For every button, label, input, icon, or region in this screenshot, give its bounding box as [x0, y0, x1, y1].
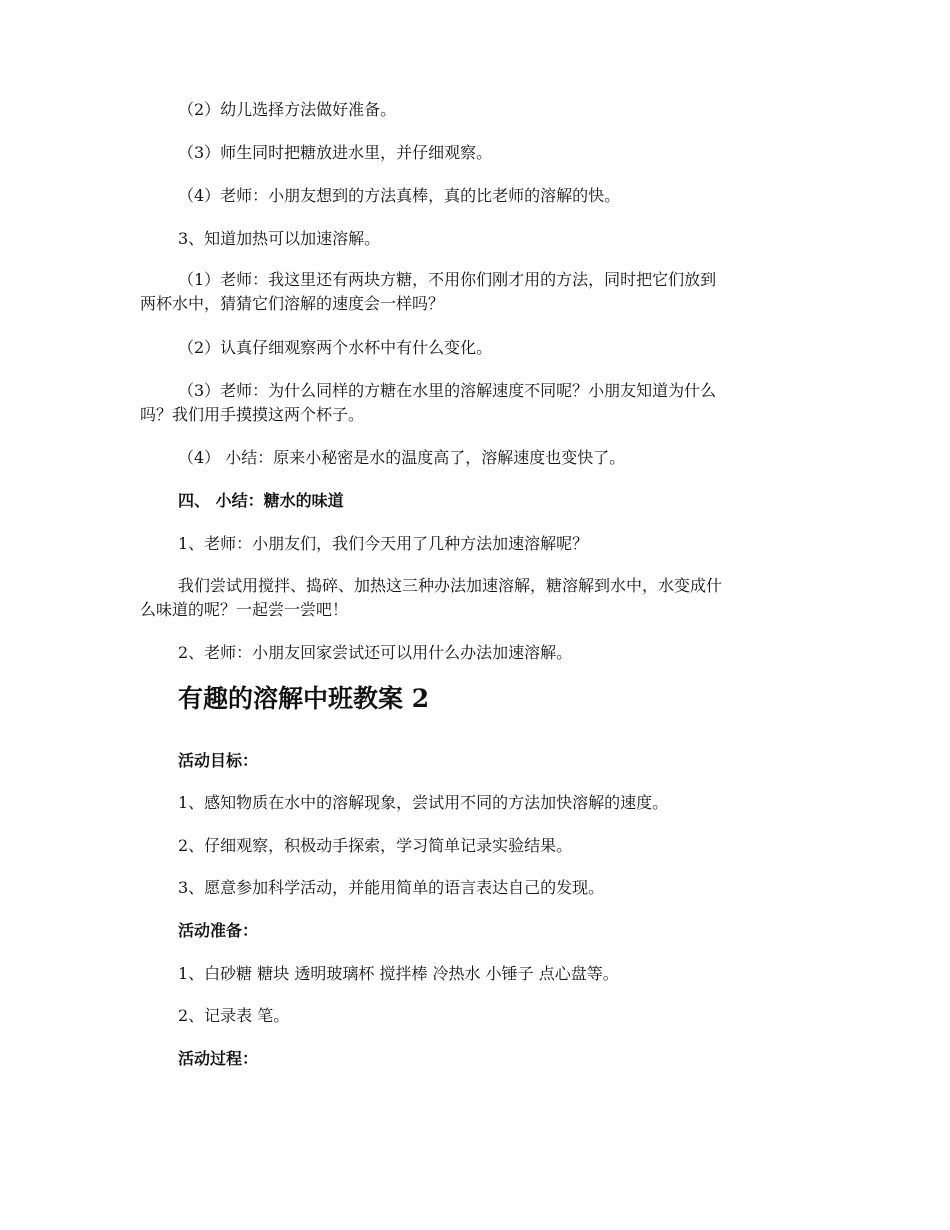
prep-item-1: 1、白砂糖 糖块 透明玻璃杯 搅拌棒 冷热水 小锤子 点心盘等。: [178, 964, 619, 983]
paragraph-heat-1-line1: （1）老师：我这里还有两块方糖，不用你们刚才用的方法，同时把它们放到: [178, 270, 717, 289]
section-heading-summary: 四、 小结：糖水的味道: [178, 491, 344, 510]
paragraph-step-3: （3）师生同时把糖放进水里，并仔细观察。: [178, 143, 493, 162]
prep-item-2: 2、记录表 笔。: [178, 1006, 290, 1025]
goal-item-3: 3、愿意参加科学活动，并能用简单的语言表达自己的发现。: [178, 878, 605, 897]
process-heading: 活动过程：: [178, 1049, 259, 1068]
paragraph-step-4: （4）老师：小朋友想到的方法真棒，真的比老师的溶解的快。: [178, 186, 621, 205]
paragraph-heat-1-line2: 两杯水中，猜猜它们溶解的速度会一样吗？: [140, 294, 445, 313]
paragraph-heat-3-line2: 吗？我们用手摸摸这两个杯子。: [140, 405, 365, 424]
paragraph-summary-text-line2: 么味道的呢？一起尝一尝吧！: [140, 600, 349, 619]
goal-item-1: 1、感知物质在水中的溶解现象，尝试用不同的方法加快溶解的速度。: [178, 793, 669, 812]
paragraph-summary-text-line1: 我们尝试用搅拌、捣碎、加热这三种办法加速溶解，糖溶解到水中，水变成什: [178, 576, 723, 595]
paragraph-step-2: （2）幼儿选择方法做好准备。: [178, 100, 397, 119]
goal-item-2: 2、仔细观察，积极动手探索，学习简单记录实验结果。: [178, 836, 573, 855]
paragraph-summary-1: 1、老师：小朋友们，我们今天用了几种方法加速溶解呢？: [178, 534, 589, 553]
paragraph-summary-2: 2、老师：小朋友回家尝试还可以用什么办法加速溶解。: [178, 643, 573, 662]
paragraph-section-3: 3、知道加热可以加速溶解。: [178, 229, 381, 248]
paragraph-heat-3-line1: （3）老师：为什么同样的方糖在水里的溶解速度不同呢？小朋友知道为什么: [178, 381, 717, 400]
lesson-title: 有趣的溶解中班教案 2: [178, 684, 430, 713]
prep-heading: 活动准备：: [178, 921, 259, 940]
paragraph-heat-4: （4） 小结：原来小秘密是水的温度高了，溶解速度也变快了。: [178, 448, 626, 467]
paragraph-heat-2: （2）认真仔细观察两个水杯中有什么变化。: [178, 338, 493, 357]
goals-heading: 活动目标：: [178, 751, 259, 770]
